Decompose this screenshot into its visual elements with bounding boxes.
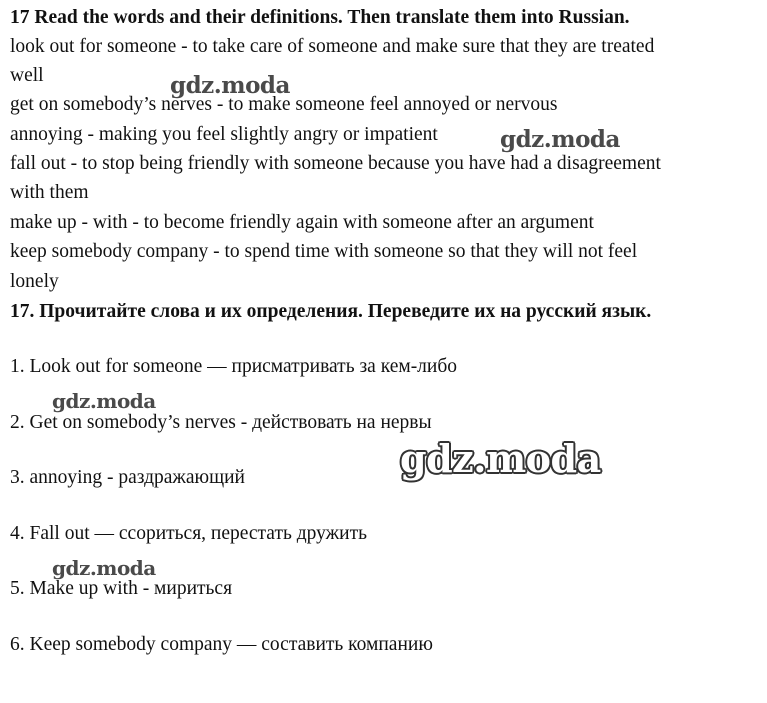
- watermark: gdz.moda: [400, 436, 601, 481]
- answer-item: 3. annoying - раздражающий: [10, 467, 245, 488]
- definition-line: look out for someone - to take care of someone and make sure that they are treated: [10, 36, 655, 57]
- watermark: gdz.moda: [52, 389, 156, 413]
- exercise-heading-en: 17 Read the words and their definitions. Then translate them into Russian.: [10, 7, 630, 28]
- exercise-heading-ru: 17. Прочитайте слова и их определения. Переведите их на русский язык.: [10, 301, 652, 322]
- answer-item: 1. Look out for someone — присматривать за кем-либо: [10, 356, 458, 377]
- answer-item: 5. Make up with - мириться: [10, 578, 233, 599]
- definition-line: make up - with - to become friendly again with someone after an argument: [10, 212, 594, 233]
- answer-item: 2. Get on somebody’s nerves - действовать на нервы: [10, 412, 432, 433]
- definition-line: well: [10, 65, 44, 86]
- definition-line: keep somebody company - to spend time with someone so that they will not feel: [10, 241, 638, 262]
- definition-line: get on somebody’s nerves - to make someone feel annoyed or nervous: [10, 94, 558, 115]
- answer-item: 6. Keep somebody company — составить компанию: [10, 634, 433, 655]
- definition-line: fall out - to stop being friendly with someone because you have had a disagreement: [10, 153, 661, 174]
- definition-line: lonely: [10, 271, 59, 292]
- definition-line: with them: [10, 182, 89, 203]
- answer-item: 4. Fall out — ссориться, перестать дружить: [10, 523, 367, 544]
- watermark: gdz.moda: [170, 72, 290, 99]
- watermark: gdz.moda: [52, 556, 156, 580]
- watermark: gdz.moda: [500, 126, 620, 153]
- definition-line: annoying - making you feel slightly angry or impatient: [10, 124, 438, 145]
